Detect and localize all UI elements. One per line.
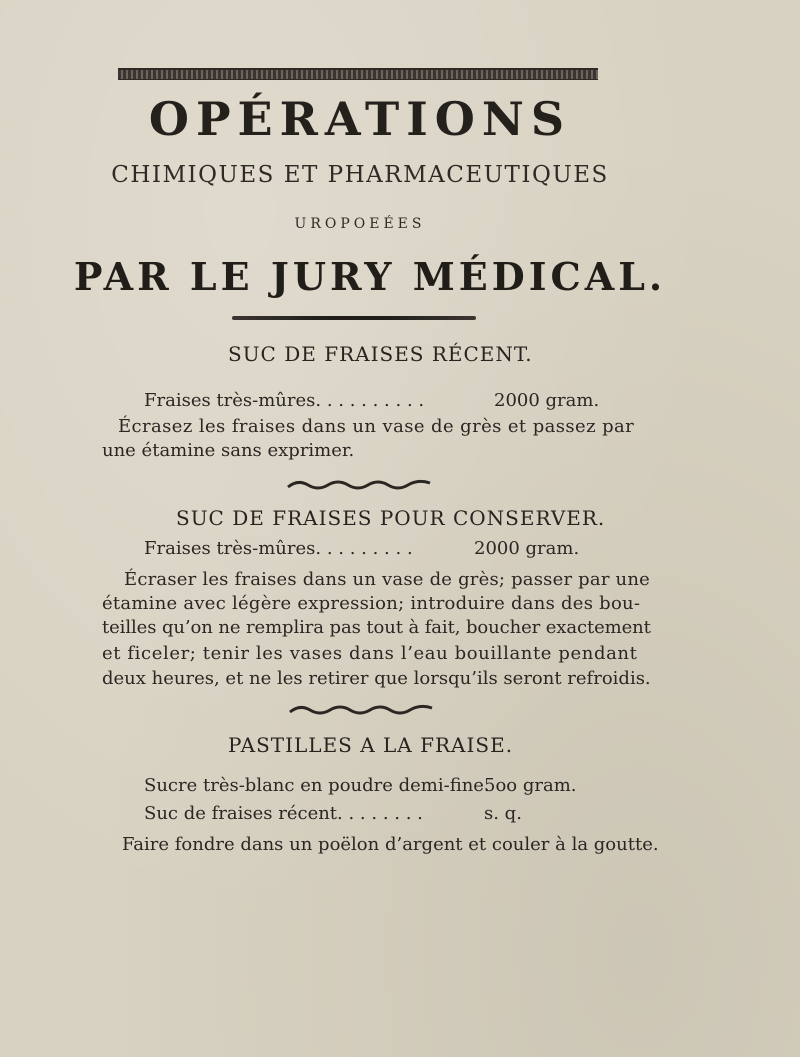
instruction-line: Écraser les fraises dans un vase de grès; passer par une — [124, 569, 650, 590]
section-heading-1: SUC DE FRAISES RÉCENT. — [228, 342, 533, 366]
ingredient-qty: s. q. — [484, 803, 522, 824]
ingredient-name: Suc de fraises récent. . . . . . . . — [144, 803, 423, 824]
ingredient-qty: 5oo gram. — [484, 775, 577, 796]
instruction-line: une étamine sans exprimer. — [102, 440, 355, 461]
main-heading: PAR LE JURY MÉDICAL. — [73, 254, 667, 299]
instruction-line: deux heures, et ne les retirer que lorsqu’ils seront refroidis. — [102, 668, 651, 689]
ingredient-qty: 2000 gram. — [494, 390, 600, 411]
instruction-line: Écrasez les fraises dans un vase de grès et passez par — [118, 416, 635, 437]
page-subtitle: CHIMIQUES ET PHARMACEUTIQUES — [111, 162, 609, 188]
instruction-line: étamine avec légère expression; introduire dans des bou- — [102, 593, 641, 614]
ingredient-name: Fraises très-mûres. . . . . . . . . . — [144, 390, 425, 411]
instruction-line: Faire fondre dans un poëlon d’argent et couler à la goutte. — [122, 834, 659, 855]
instruction-line: et ficeler; tenir les vases dans l’eau bouillante pendant — [102, 643, 638, 664]
page-title: OPÉRATIONS — [148, 92, 572, 146]
heading-divider-rule — [232, 316, 476, 320]
ingredient-name: Fraises très-mûres. . . . . . . . . — [144, 538, 413, 559]
ingredient-name: Sucre très-blanc en poudre demi-fine. — [144, 775, 490, 796]
wave-ornament-icon — [288, 704, 434, 716]
instruction-line: teilles qu’on ne remplira pas tout à fait, boucher exactement — [102, 617, 651, 638]
top-decorative-rule — [118, 68, 598, 80]
section-heading-3: PASTILLES A LA FRAISE. — [228, 733, 514, 757]
wave-ornament-icon — [286, 479, 432, 491]
section-heading-2: SUC DE FRAISES POUR CONSERVER. — [176, 506, 606, 530]
page-subtitle-secondary: UROPOEÉES — [294, 216, 426, 232]
ingredient-qty: 2000 gram. — [474, 538, 580, 559]
